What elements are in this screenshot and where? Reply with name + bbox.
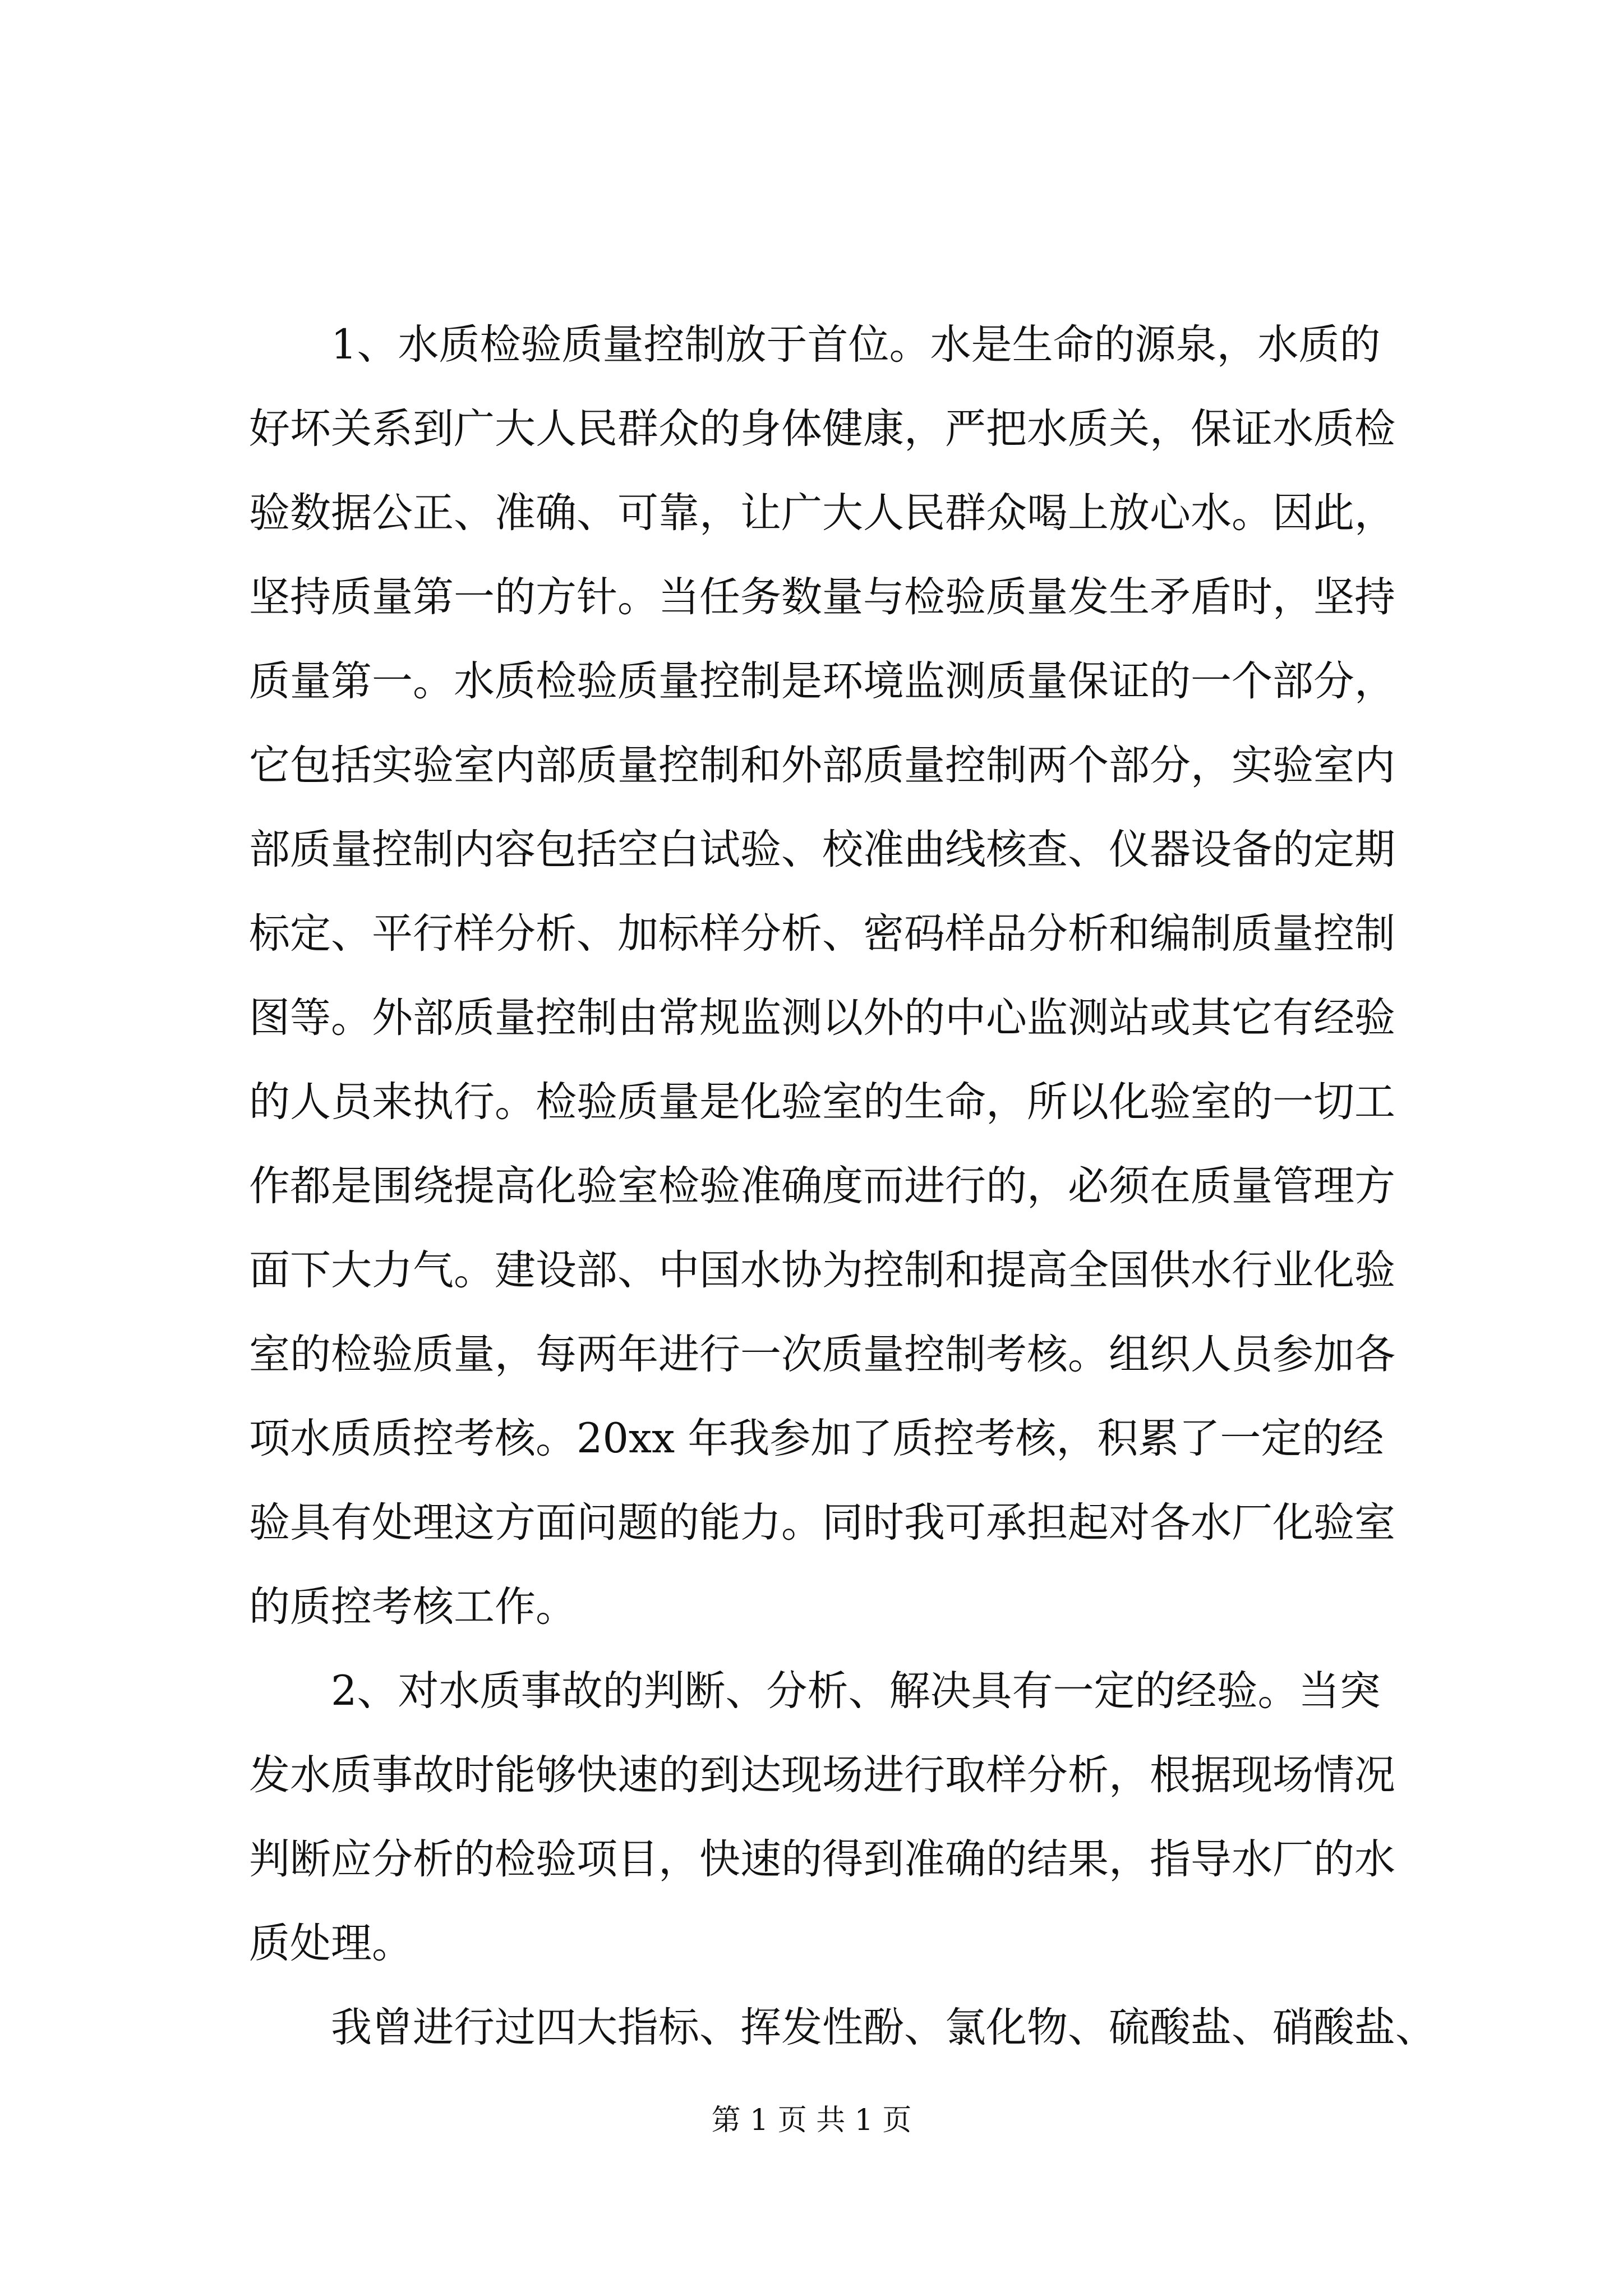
paragraph-2: 2、对水质事故的判断、分析、解决具有一定的经验。当突 发水质事故时能够快速的到达现场进行取样分析，根据现场情况 判断应分析的检验项目，快速的得到准确的结果，指导水厂的水 质处理。	[249, 1667, 1395, 1967]
page-footer: 第 1 页 共 1 页	[711, 2104, 912, 2137]
paragraph-1: 1、水质检验质量控制放于首位。水是生命的源泉，水质的 好坏关系到广大人民群众的身体健康，严把水质关，保证水质检 验数据公正、准确、可靠，让广大人民群众喝上放心水。因此， 坚持质量第一的方针。当任务数量与检验质量发生矛盾时，坚持 质量第一。水质检验质量控制是环境监测质量保证的一个部分， 它包括实验室内部质量控制和外部质量控制两个部分，实验室内 部质量控制内容包括空白试验、校准曲线核查、仪器设备的定期 标定、平行样分析、加标样分析、密码样品分析和编制质量控制 图等。外部质量控制由常规监测以外的中心监测站或其它有经验 的人员来执行。检验质量是化验室的生命，所以化验室的一切工 作都是围绕提高化验室检验准确度而进行的，必须在质量管理方 面下大力气。建设部、中国水协为控制和提高全国供水行业化验 室的检验质量，每两年进行一次质量控制考核。组织人员参加各 项水质质控考核。20xx 年我参加了质控考核，积累了一定的经 验具有处理这方面问题的能力。同时我可承担起对各水厂化验室 的质控考核工作。	[249, 321, 1395, 1631]
document-body	[249, 303, 1444, 2070]
paragraph-3: 我曾进行过四大指标、挥发性酚、氯化物、硫酸盐、硝酸盐、	[331, 2004, 1436, 2051]
